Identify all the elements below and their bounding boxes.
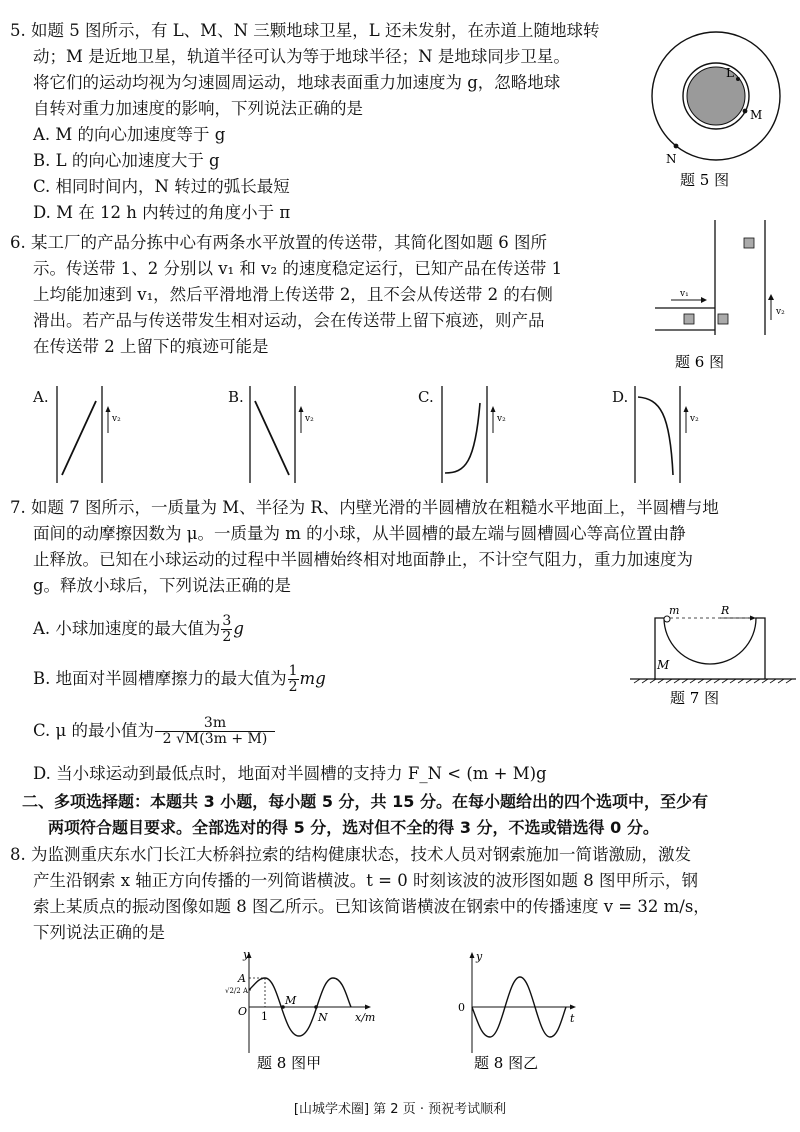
- fraction-num: 3: [222, 613, 232, 629]
- product-box: [684, 314, 694, 324]
- origin: 0: [458, 1001, 465, 1014]
- earth: [687, 67, 745, 125]
- q7-line: 止释放。已知在小球运动的过程中半圆槽始终相对地面静止，不计空气阻力，重力加速度为: [33, 550, 693, 569]
- axis-y: y: [476, 950, 483, 963]
- label-m: M: [750, 108, 763, 122]
- q6-caption: 题 6 图: [675, 353, 725, 371]
- q6-figure: [655, 220, 795, 380]
- v2-label: v₂: [112, 414, 121, 424]
- label-l: L: [726, 66, 734, 80]
- q7-option-c: [33, 716, 276, 747]
- q6-choice-d-label: D.: [612, 388, 629, 406]
- q5-option-a: A. M 的向心加速度等于 g: [33, 125, 226, 144]
- q6-line: 上均能加速到 v₁，然后平滑地滑上传送带 2，且不会从传送带 2 的右侧: [33, 285, 553, 304]
- q8-line: 索上某质点的振动图像如题 8 图乙所示。已知该简谐横波在钢索中的传播速度 v = 32 m/s，: [33, 897, 710, 916]
- q8-figure-b: [452, 948, 592, 1073]
- satellite-l: [736, 77, 740, 81]
- q5-line: 将它们的运动均视为匀速圆周运动，地球表面重力加速度为 g，忽略地球: [33, 73, 561, 92]
- q7-line: 面间的动摩擦因数为 μ。一质量为 m 的小球，从半圆槽的最左端与圆槽圆心等高位置由静: [33, 524, 686, 543]
- label-big-m: M: [657, 658, 670, 672]
- q5-option-b: B. L 的向心加速度大于 g: [33, 151, 220, 170]
- label-half-a: √2/2 A: [225, 987, 249, 995]
- q7-option-b: [33, 664, 326, 695]
- q6-line: 示。传送带 1、2 分别以 v₁ 和 v₂ 的速度稳定运行，已知产品在传送带 1: [33, 259, 563, 278]
- q7-figure: [628, 603, 798, 713]
- q7-line: 7. 如题 7 图所示，一质量为 M、半径为 R、内壁光滑的半圆槽放在粗糙水平地面上，半圆槽与地: [10, 498, 719, 517]
- q6-choice-b: [243, 383, 323, 488]
- q6-line: 6. 某工厂的产品分拣中心有两条水平放置的传送带，其简化图如题 6 图所: [10, 233, 547, 252]
- fraction-den: 2: [288, 679, 298, 695]
- satellite-n: [674, 144, 679, 149]
- q7-line: g。释放小球后，下列说法正确的是: [33, 576, 292, 595]
- fraction-num: 1: [288, 663, 298, 679]
- q6-line: 滑出。若产品与传送带发生相对运动，会在传送带上留下痕迹，则产品: [33, 311, 545, 330]
- q8-line: 下列说法正确的是: [33, 923, 165, 942]
- q6-choice-a-label: A.: [33, 388, 49, 406]
- q8-line: 产生沿钢索 x 轴正方向传播的一列简谐横波。t = 0 时刻该波的波形图如题 8 图甲所示，钢: [33, 871, 698, 890]
- fraction: [155, 716, 275, 747]
- fraction-num: 3m: [155, 716, 275, 732]
- axis-t: t: [570, 1012, 575, 1025]
- half-trough: [655, 618, 765, 679]
- label-r: R: [721, 604, 730, 617]
- v2-label: v₂: [776, 307, 785, 317]
- q7-option-c-text: C. μ 的最小值为: [33, 721, 154, 740]
- label-n: N: [666, 152, 677, 166]
- section-2-heading: 二、多项选择题：本题共 3 小题，每小题 5 分，共 15 分。在每小题给出的四个选项中，至少有: [22, 792, 708, 811]
- origin: O: [238, 1005, 248, 1018]
- product-box: [718, 314, 728, 324]
- q6-choice-a: [50, 383, 130, 488]
- q8-caption-b: 题 8 图乙: [474, 1054, 539, 1072]
- fraction: [221, 614, 232, 645]
- q6-choice-c: [435, 383, 515, 488]
- q7-caption: 题 7 图: [670, 689, 720, 707]
- label-m: m: [669, 604, 680, 617]
- v1-label: v₁: [680, 289, 689, 299]
- tick-1: 1: [261, 1010, 268, 1023]
- q7-option-d: D. 当小球运动到最低点时，地面对半圆槽的支持力 F_N < (m + M)g: [33, 764, 547, 783]
- q6-choice-d: [628, 383, 708, 488]
- point-n: N: [318, 1011, 328, 1024]
- q5-line: 动；M 是近地卫星，轨道半径可认为等于地球半径；N 是地球同步卫星。: [33, 47, 570, 66]
- q6-choice-c-label: C.: [418, 388, 434, 406]
- q5-line: 自转对重力加速度的影响，下列说法正确的是: [33, 99, 363, 118]
- product-box: [744, 238, 754, 248]
- q7-option-a: [33, 614, 244, 645]
- q6-choice-b-label: B.: [228, 388, 244, 406]
- fraction: [288, 664, 299, 695]
- q8-line: 8. 为监测重庆东水门长江大桥斜拉索的结构健康状态，技术人员对钢索施加一简谐激励，激发: [10, 845, 691, 864]
- v2-label: v₂: [497, 414, 506, 424]
- q7-option-a-suffix: g: [233, 619, 244, 638]
- q8-figure-a: [225, 948, 385, 1073]
- q7-option-a-text: A. 小球加速度的最大值为: [33, 619, 221, 638]
- axis-x: x/m: [355, 1011, 376, 1024]
- point-m: M: [285, 994, 297, 1007]
- q5-figure: [640, 15, 790, 205]
- satellite-m: [743, 109, 748, 114]
- axis-y: y: [243, 948, 250, 961]
- fraction-den: 2 √M(3m + M): [162, 731, 268, 747]
- q5-caption: 题 5 图: [680, 171, 730, 189]
- q6-line: 在传送带 2 上留下的痕迹可能是: [33, 337, 269, 356]
- fraction-den: 2: [222, 629, 232, 645]
- label-a: A: [238, 972, 246, 985]
- q7-option-b-text: B. 地面对半圆槽摩擦力的最大值为: [33, 669, 287, 688]
- v2-label: v₂: [690, 414, 699, 424]
- q8-caption-a: 题 8 图甲: [257, 1054, 322, 1072]
- page-footer: [山城学术圈] 第 2 页 · 预祝考试顺利: [293, 1102, 507, 1117]
- v2-label: v₂: [305, 414, 314, 424]
- section-2-heading-line: 两项符合题目要求。全部选对的得 5 分，选对但不全的得 3 分，不选或错选得 0 分。: [48, 818, 659, 837]
- q5-line: 5. 如题 5 图所示，有 L、M、N 三颗地球卫星，L 还未发射，在赤道上随地球转: [10, 21, 600, 40]
- q7-option-b-suffix: mg: [299, 669, 326, 688]
- q5-option-c: C. 相同时间内，N 转过的弧长最短: [33, 177, 290, 196]
- q5-option-d: D. M 在 12 h 内转过的角度小于 π: [33, 203, 291, 222]
